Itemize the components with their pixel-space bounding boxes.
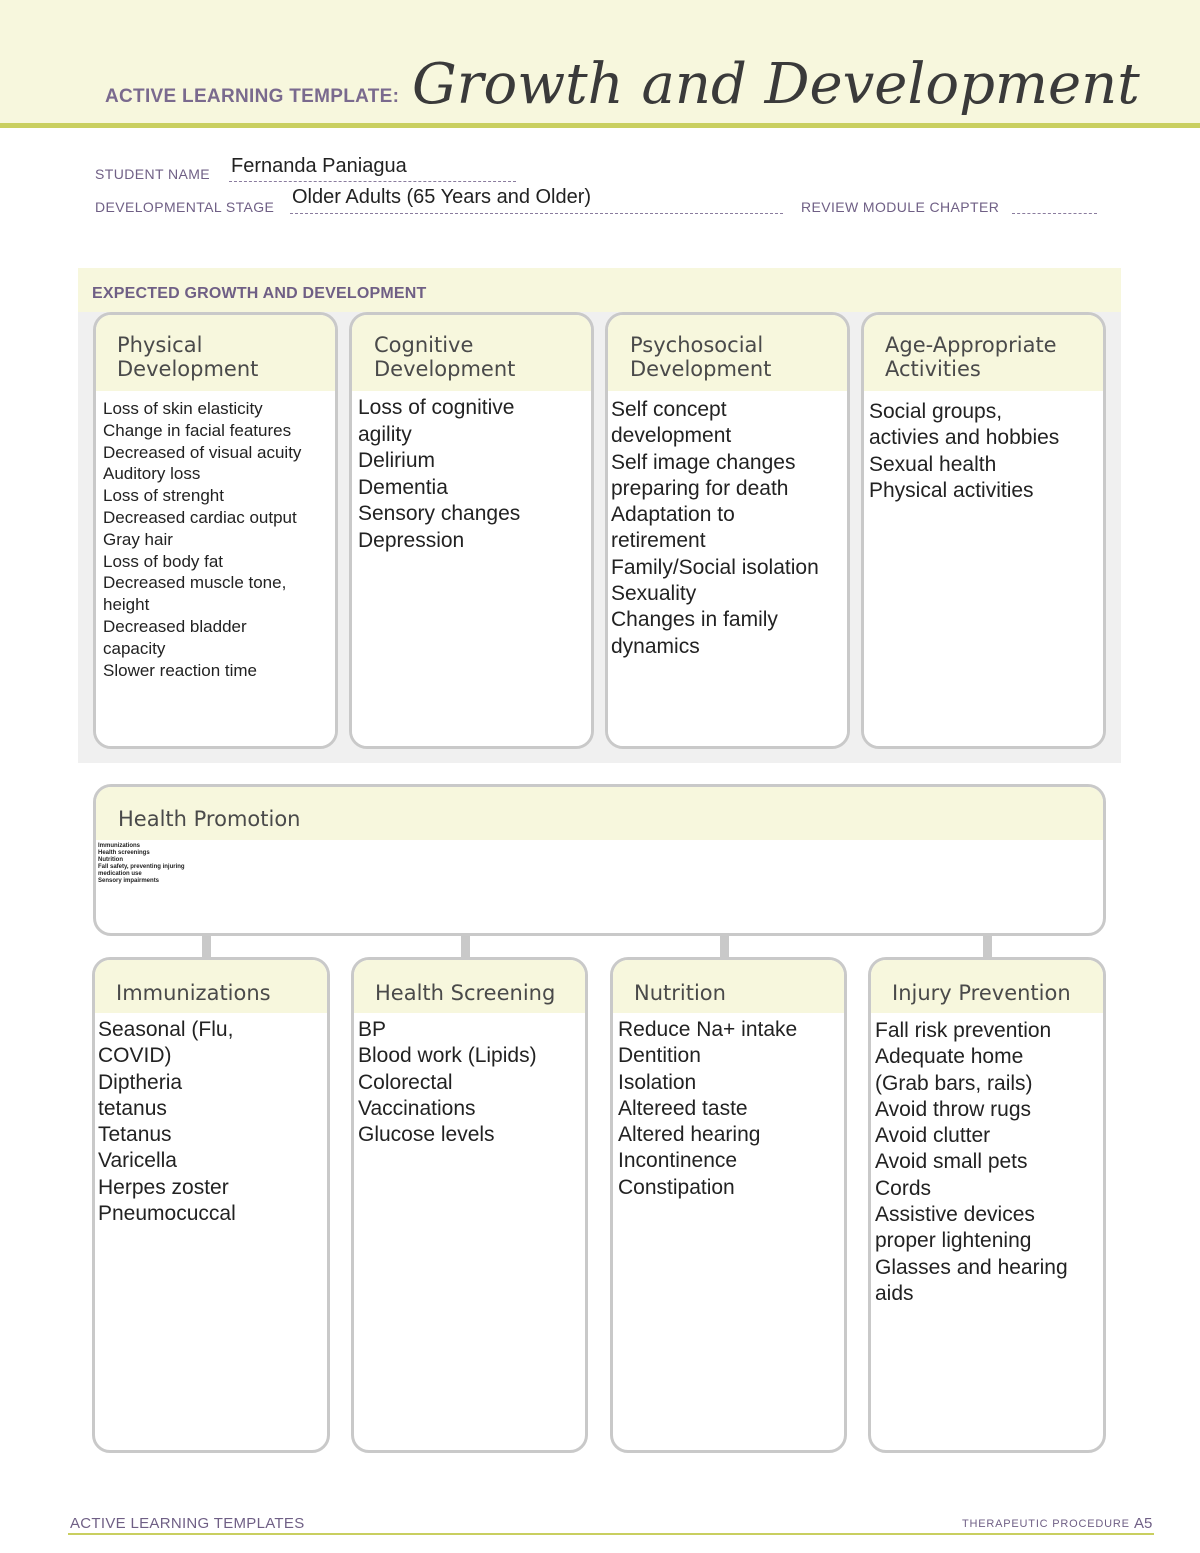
physical-development-card [93, 312, 338, 749]
list-item: Fall safety, preventing injuring [98, 864, 185, 870]
list-item: Adequate home (Grab bars, rails) [875, 1045, 1033, 1095]
health-screening-list[interactable] [358, 1017, 537, 1148]
connector [983, 936, 992, 958]
list-item: Decreased cardiac output [103, 507, 297, 527]
list-item: Incontinence [618, 1149, 738, 1173]
list-item: Self image changes [611, 450, 796, 474]
list-item: Reduce Na+ intake [618, 1018, 798, 1041]
list-item: Decreased muscle tone, height [103, 573, 287, 615]
nutrition-card [610, 957, 847, 1453]
student-name-value[interactable]: Fernanda Paniagua [231, 155, 407, 177]
list-item: Isolation [618, 1070, 697, 1094]
list-item: Dementia [358, 475, 448, 499]
list-item: Blood work (Lipids) [358, 1044, 537, 1068]
age-appropriate-activities-title: Age-Appropriate Activities [885, 333, 1057, 381]
list-item: Herpes zoster [98, 1175, 229, 1199]
header-divider [0, 123, 1200, 128]
health-promotion-title: Health Promotion [118, 807, 301, 831]
list-item: proper lightening [875, 1229, 1032, 1253]
list-item: Auditory loss [103, 464, 201, 484]
injury-prevention-card [868, 957, 1106, 1453]
list-item: Constipation [618, 1175, 735, 1199]
list-item: medication use [98, 871, 142, 877]
cognitive-development-title: Cognitive Development [374, 333, 516, 381]
list-item: Avoid clutter [875, 1124, 991, 1148]
list-item: Avoid throw rugs [875, 1097, 1032, 1121]
cognitive-development-card [349, 312, 594, 749]
age-appropriate-activities-list[interactable] [869, 399, 1059, 504]
student-name-line [229, 181, 516, 182]
list-item: Assistive devices [875, 1203, 1035, 1227]
list-item: Diptheria [98, 1070, 183, 1094]
developmental-stage-label: DEVELOPMENTAL STAGE [95, 199, 275, 215]
list-item: Immunizations [98, 843, 141, 849]
list-item: Altereed taste [618, 1096, 748, 1120]
age-appropriate-activities-card [861, 312, 1106, 749]
list-item: Decreased of visual acuity [103, 442, 302, 462]
footer-section: THERAPEUTIC PROCEDURE [962, 1518, 1130, 1530]
list-item: Sensory impairments [98, 878, 160, 884]
list-item: preparing for death [611, 476, 789, 500]
list-item: Loss of skin elasticity [103, 399, 263, 418]
health-promotion-notes[interactable] [98, 843, 185, 885]
health-promotion-card [93, 784, 1106, 936]
list-item: Tetanus [98, 1123, 172, 1147]
list-item: Pneumocuccal [98, 1202, 236, 1226]
list-item: Depression [358, 528, 465, 552]
page-title: Growth and Development [412, 52, 1140, 117]
list-item: Changes in family dynamics [611, 608, 778, 658]
list-item: Gray hair [103, 529, 173, 549]
nutrition-title: Nutrition [634, 981, 726, 1005]
list-item: Decreased bladder capacity [103, 616, 247, 658]
list-item: Fall risk prevention [875, 1019, 1052, 1042]
list-item: Colorectal [358, 1070, 453, 1094]
review-module-chapter-field[interactable] [1012, 213, 1097, 214]
connector [202, 936, 211, 958]
list-item: Physical activities [869, 478, 1034, 502]
psychosocial-development-title: Psychosocial Development [630, 333, 772, 381]
immunizations-title: Immunizations [116, 981, 271, 1005]
developmental-stage-value[interactable]: Older Adults (65 Years and Older) [292, 186, 592, 208]
psychosocial-development-list[interactable] [611, 397, 819, 660]
psychosocial-development-card [605, 312, 850, 749]
list-item: Loss of body fat [103, 551, 224, 571]
injury-prevention-list[interactable] [875, 1018, 1068, 1307]
list-item: Cords [875, 1176, 932, 1200]
list-item: Sensory changes [358, 502, 521, 525]
cognitive-development-list[interactable] [358, 395, 520, 554]
list-item: tetanus [98, 1096, 167, 1120]
list-item: Family/Social isolation [611, 555, 819, 579]
student-name-label: STUDENT NAME [95, 166, 210, 182]
physical-development-list[interactable] [103, 398, 301, 681]
page-number: A5 [1134, 1515, 1153, 1532]
immunizations-card [92, 957, 330, 1453]
footer-label: ACTIVE LEARNING TEMPLATES [70, 1515, 305, 1532]
connector [720, 936, 729, 958]
list-item: Health screenings [98, 850, 150, 856]
list-item: Avoid small pets [875, 1150, 1028, 1174]
immunizations-list[interactable] [98, 1017, 236, 1227]
list-item: Loss of cognitive agility [358, 396, 515, 446]
list-item: Nutrition [98, 857, 123, 863]
list-item: Varicella [98, 1149, 177, 1173]
list-item: Loss of strenght [103, 486, 224, 506]
list-item: Vaccinations [358, 1096, 476, 1120]
health-screening-title: Health Screening [375, 981, 556, 1005]
template-label: ACTIVE LEARNING TEMPLATE: [105, 86, 400, 107]
list-item: Adaptation to retirement [611, 503, 735, 553]
list-item: Sexuality [611, 582, 697, 606]
developmental-stage-line [290, 213, 783, 214]
footer-divider [68, 1533, 1154, 1535]
list-item: Slower reaction time [103, 660, 258, 680]
list-item: Sexual health [869, 452, 997, 476]
list-item: Change in facial features [103, 420, 292, 440]
list-item: Glucose levels [358, 1123, 495, 1147]
list-item: Social groups, activies and hobbies [869, 400, 1060, 450]
injury-prevention-title: Injury Prevention [892, 981, 1071, 1005]
physical-development-title: Physical Development [117, 333, 259, 381]
connector [461, 936, 470, 958]
expected-growth-title: EXPECTED GROWTH AND DEVELOPMENT [92, 285, 427, 302]
review-module-chapter-label: REVIEW MODULE CHAPTER [801, 199, 1000, 215]
nutrition-list[interactable] [618, 1017, 797, 1201]
list-item: Self concept development [611, 398, 732, 448]
list-item: Altered hearing [618, 1123, 761, 1147]
list-item: Delirium [358, 449, 436, 472]
list-item: Glasses and hearing aids [875, 1255, 1068, 1305]
list-item: Seasonal (Flu, COVID) [98, 1018, 234, 1068]
health-screening-card [351, 957, 588, 1453]
list-item: Dentition [618, 1044, 701, 1068]
list-item: BP [358, 1018, 387, 1041]
